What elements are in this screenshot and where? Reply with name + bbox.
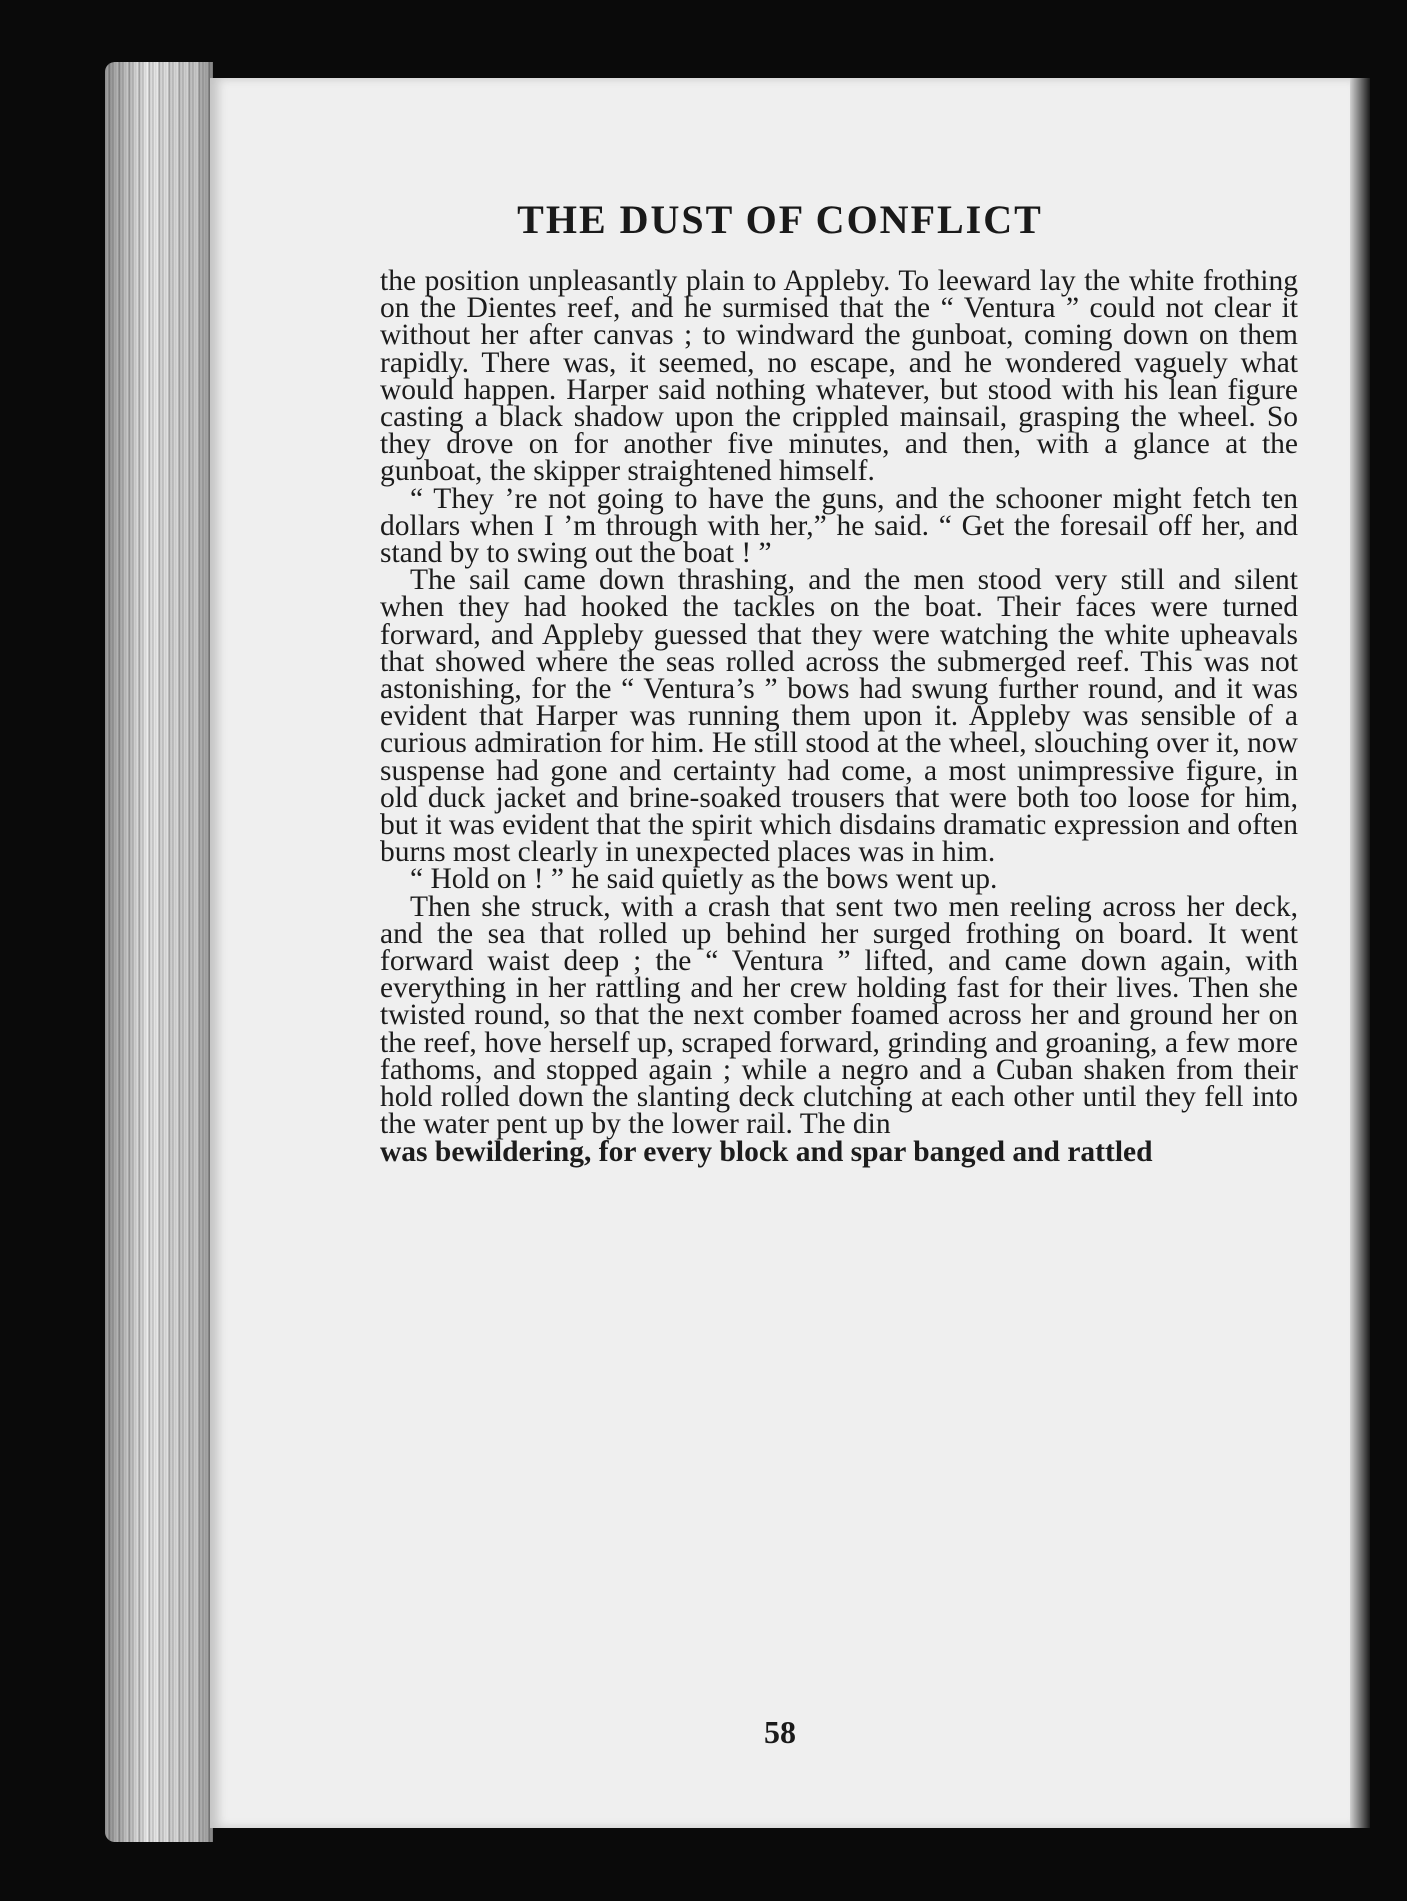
page-right-gutter bbox=[1350, 78, 1370, 1828]
paragraph: “ Hold on ! ” he said quietly as the bows went up. bbox=[410, 863, 998, 896]
paragraph: the position unpleasantly plain to Appleby. To leeward lay the white frothing on the Dientes reef, and he surmised that the “ Ventura ” could not clear it without her after canvas ; to windward the gunboat, coming down on them rapidly. There was, it seemed, no escape, and he wondered vaguely what would happen. Harper said nothing whatever, but stood with his lean figure casting a black shadow upon the crippled mainsail, grasping the wheel. So they drove on for another five minutes, and then, with a glance at the gunboat, the skipper straightened himself. bbox=[380, 265, 1298, 488]
paragraph: Then she struck, with a crash that sent two men reeling across her deck, and the sea that rolled up behind her surged frothing on board. It went forward waist deep ; the “ Ventura ” lifted, and came down again, with everything in her rattling and her crew holding fast for their lives. Then she twisted round, so that the next comber foamed across her and ground her on the reef, hove herself up, scraped forward, grinding and groaning, a few more fathoms, and stopped again ; while a negro and a Cuban shaken from their hold rolled down the slanting deck clutching at each other until they fell into the water pent up by the lower rail. The din bbox=[380, 890, 1298, 1141]
paragraph: “ They ’re not going to have the guns, and the schooner might fetch ten dollars when I ’m through with her,” he said. “ Get the foresail off her, and stand by to swing out the boat ! ” bbox=[380, 482, 1298, 570]
running-head: THE DUST OF CONFLICT bbox=[517, 197, 1043, 242]
paragraph: was bewildering, for every block and spar banged and rattled bbox=[380, 1135, 1153, 1168]
page-number: 58 bbox=[764, 1714, 796, 1750]
paragraph: The sail came down thrashing, and the men stood very still and silent when they had hooked the tackles on the boat. Their faces were turned forward, and Appleby guessed that they were watching the white upheavals that showed where the seas rolled across the submerged reef. This was not astonishing, for the “ Ventura’s ” bows had swung further round, and it was evident that Harper was running them upon it. Appleby was sensible of a curious admiration for him. He still stood at the wheel, slouching over it, now suspense had gone and certainty had come, a most unimpressive figure, in old duck jacket and brine-soaked trousers that were both too loose for him, but it was evident that the spirit which disdains dramatic expression and often burns most clearly in unexpected places was in him. bbox=[380, 564, 1298, 869]
book-page bbox=[210, 78, 1350, 1828]
body-text bbox=[380, 265, 1298, 1168]
page-edges-shadow bbox=[105, 62, 213, 1842]
